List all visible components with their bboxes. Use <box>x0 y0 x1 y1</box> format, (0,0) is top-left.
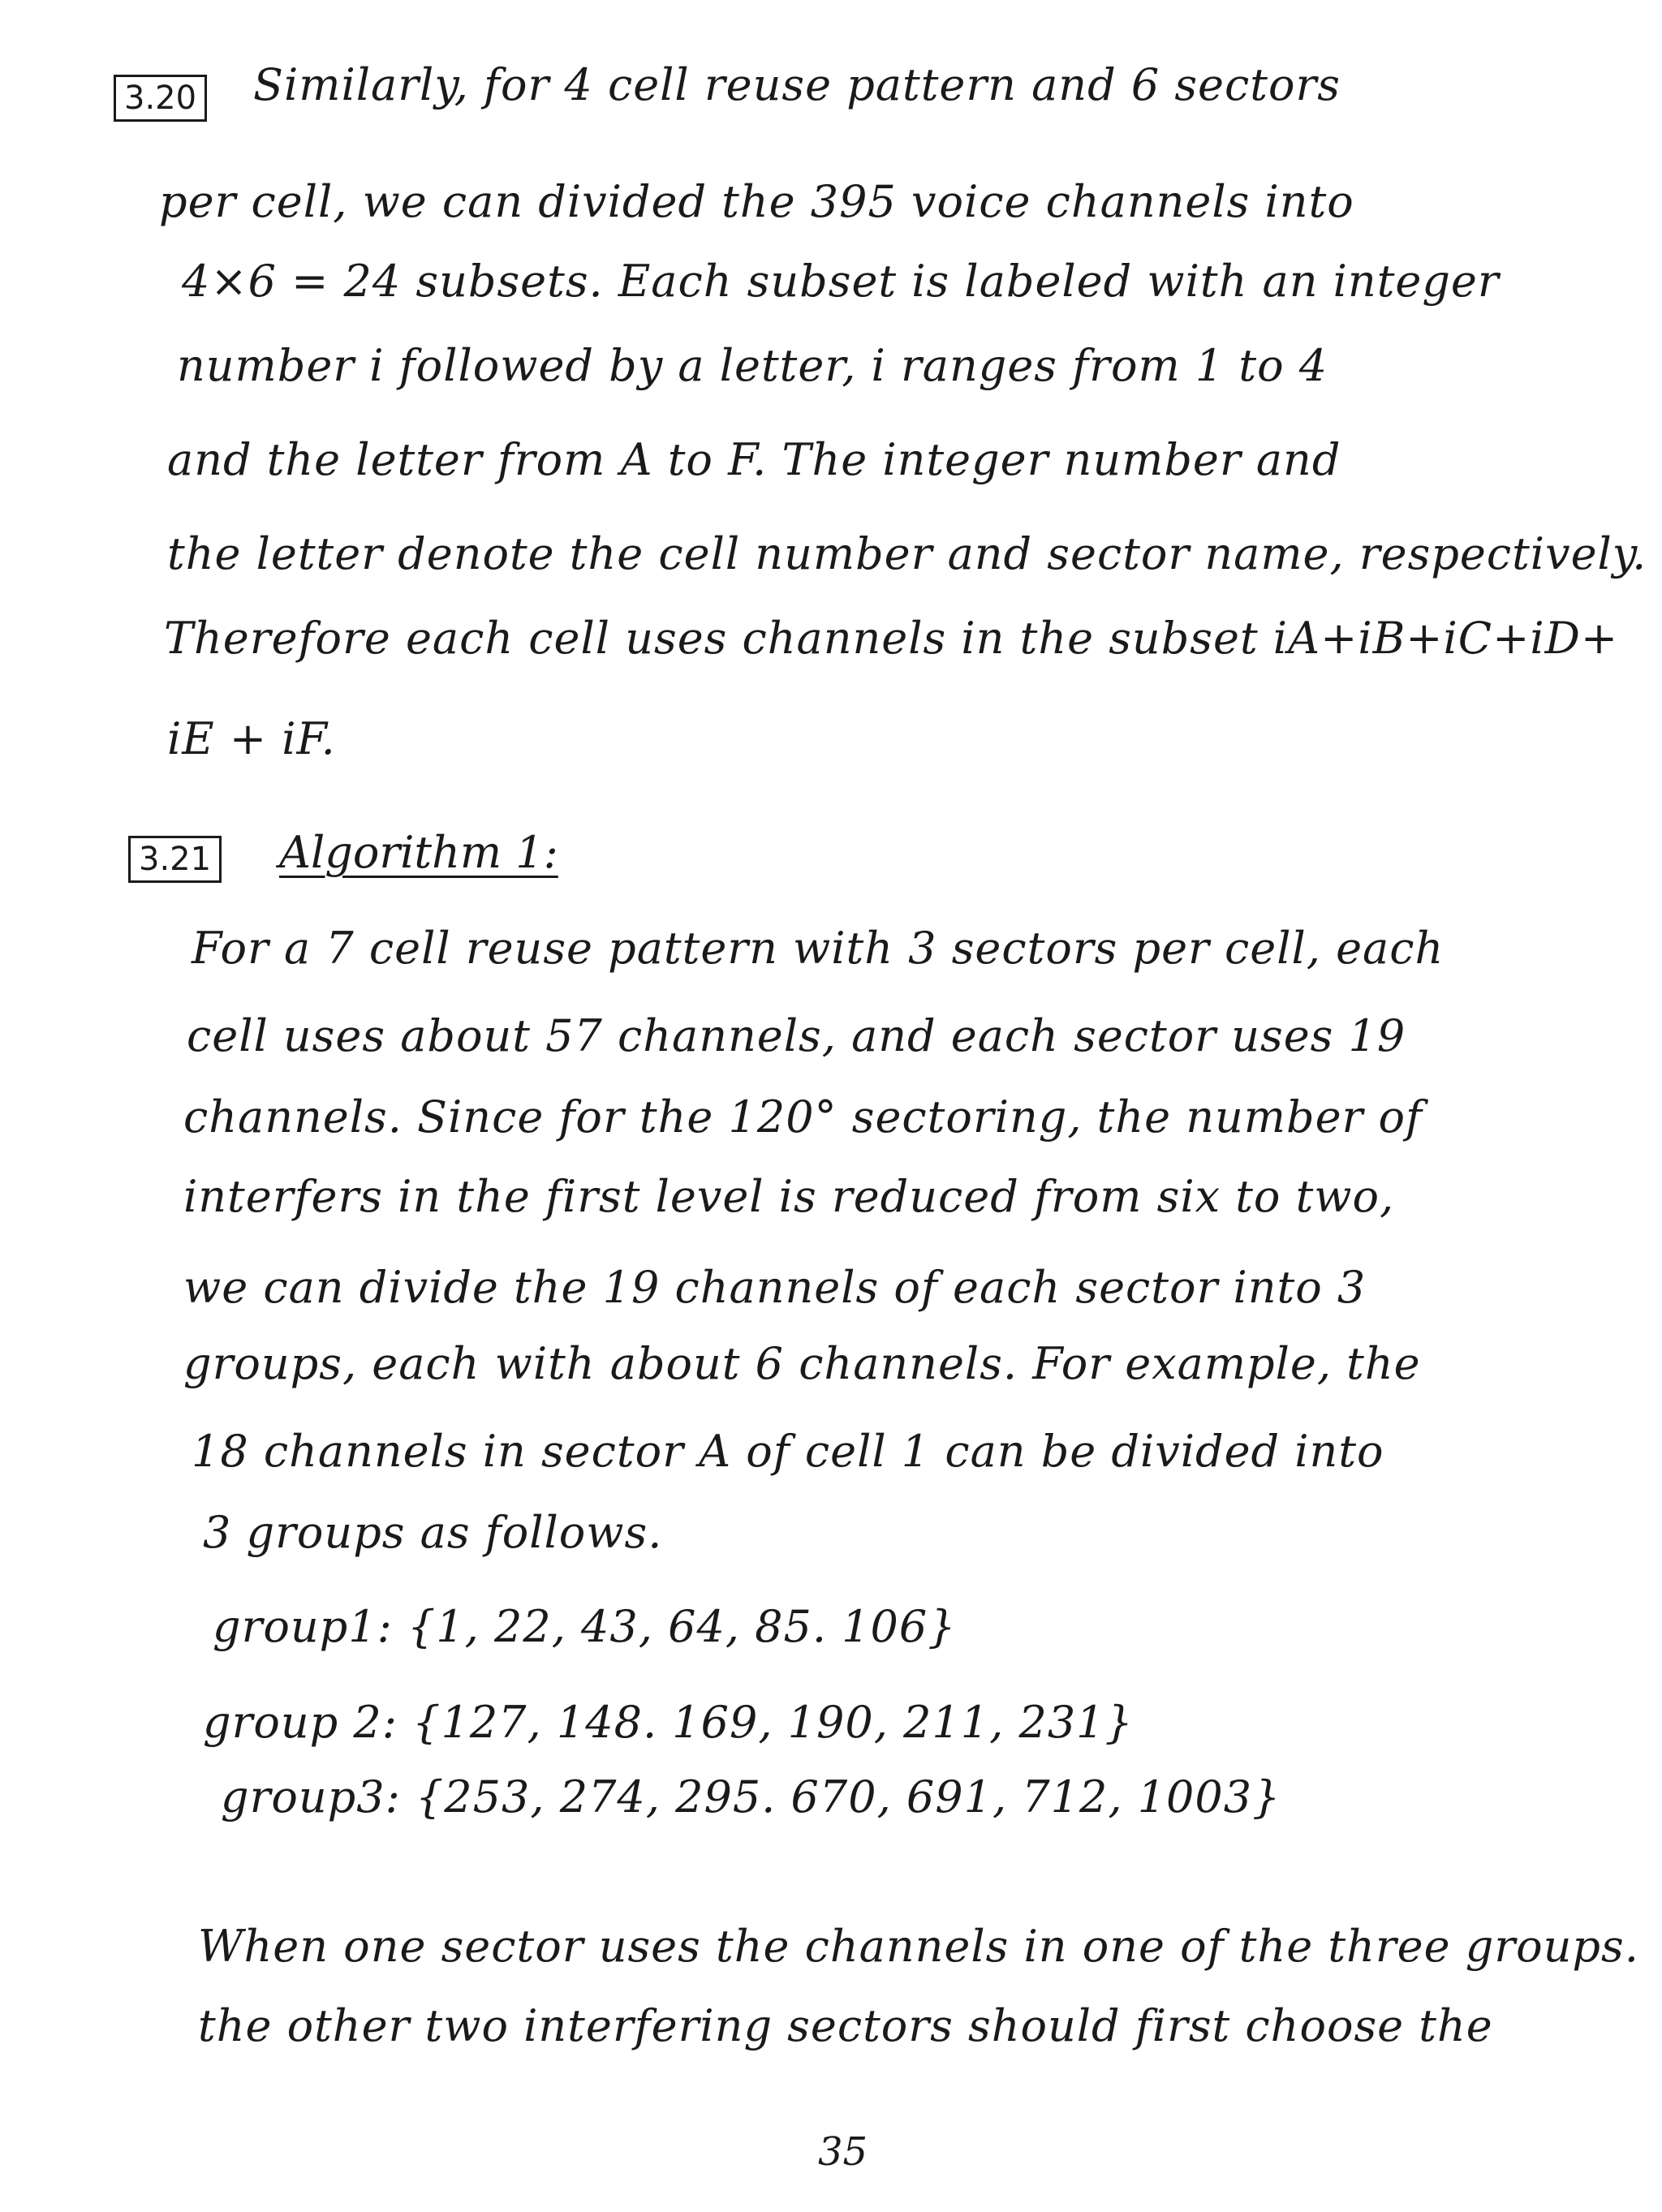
problem-label-3-21: 3.21 <box>128 836 222 883</box>
text-line: For a 7 cell reuse pattern with 3 sectors per cell, each <box>192 923 1445 974</box>
text-line: 18 channels in sector A of cell 1 can be divided into <box>192 1426 1384 1477</box>
text-line: we can divide the 19 channels of each sector into 3 <box>183 1262 1367 1313</box>
group-line: group3: {253, 274, 295. 670, 691, 712, 1003} <box>221 1771 1281 1823</box>
problem-label-3-20: 3.20 <box>114 75 207 122</box>
text-line: number i followed by a letter, i ranges from 1 to 4 <box>177 340 1328 391</box>
page-number: 35 <box>818 2129 868 2175</box>
text-line: 3 groups as follows. <box>203 1507 663 1558</box>
text-line: iE + iF. <box>167 713 336 764</box>
text-line: Therefore each cell uses channels in the subset iA+iB+iC+iD+ <box>164 613 1619 664</box>
text-line: per cell, we can divided the 395 voice channels into <box>159 176 1354 227</box>
text-line: 4×6 = 24 subsets. Each subset is labeled with an integer <box>182 256 1500 307</box>
text-line: Similarly, for 4 cell reuse pattern and 6 sectors <box>253 59 1341 110</box>
text-line: interfers in the first level is reduced from six to two, <box>183 1171 1395 1222</box>
text-line: channels. Since for the 120° sectoring, the number of <box>183 1091 1423 1143</box>
group-line: group1: {1, 22, 43, 64, 85. 106} <box>213 1601 957 1652</box>
text-line: the other two interfering sectors should first choose the <box>198 2000 1493 2051</box>
text-line: and the letter from A to F. The integer number and <box>167 434 1341 485</box>
group-line: group 2: {127, 148. 169, 190, 211, 231} <box>203 1697 1134 1748</box>
text-line: cell uses about 57 channels, and each sector uses 19 <box>187 1010 1406 1061</box>
text-line: groups, each with about 6 channels. For example, the <box>183 1338 1421 1389</box>
algorithm-title: Algorithm 1: <box>279 827 558 878</box>
text-line: the letter denote the cell number and sector name, respectively. <box>167 528 1647 579</box>
text-line: When one sector uses the channels in one of the three groups. <box>198 1921 1639 1972</box>
